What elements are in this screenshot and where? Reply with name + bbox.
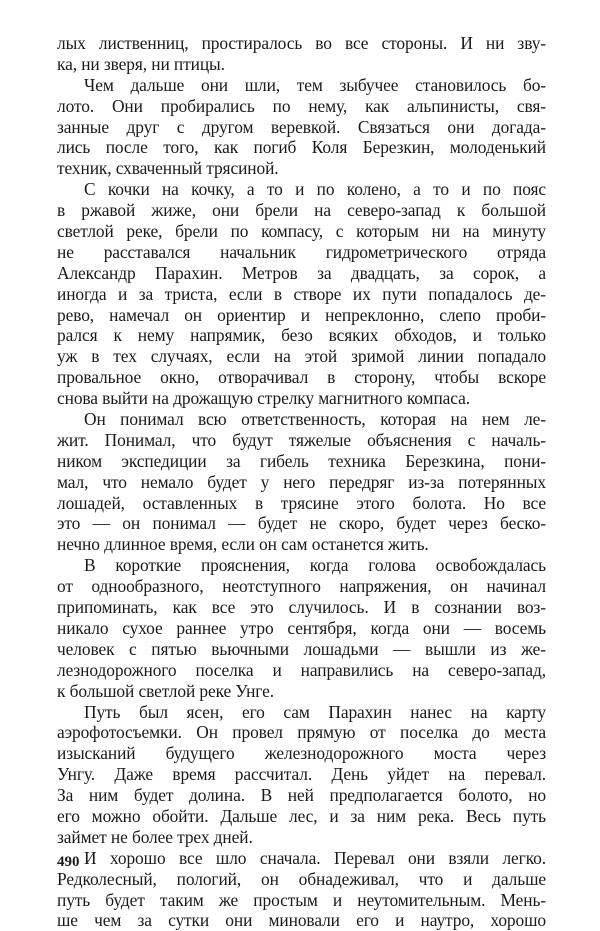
text-line: лото. Они пробирались по нему, как альпинисты, свя- [57, 95, 546, 116]
text-line: лых лиственниц, простиралось во все стороны. И ни зву- [57, 33, 546, 53]
text-line: не расставался начальник гидрометрического отряда [57, 241, 546, 262]
text-line: ка, ни зверя, ни птицы. [57, 53, 225, 74]
text-line: займет не более трех дней. [57, 826, 253, 847]
text-line: лошадей, оставленных в трясине этого болота. Но все [57, 492, 546, 513]
text-line: в ржавой жиже, они брели на северо-запад к большой [57, 200, 546, 221]
text-line: никало сухое раннее утро сентября, когда они — восемь [57, 617, 546, 638]
text-line: иногда и за триста, если в створе их пути попадалось де- [57, 283, 546, 304]
paragraph [57, 702, 546, 848]
text-line: техник, схваченный трясиной. [57, 158, 279, 179]
text-line: аэрофотосъемки. Он провел прямую от поселка до места [57, 722, 546, 743]
text-line: к большой светлой реке Унге. [57, 680, 274, 701]
text-line: ником экспедиции за гибель техника Березкина, пони- [57, 450, 546, 471]
paragraph [57, 848, 546, 931]
text-line: это — он понимал — будет не скоро, будет через беско- [57, 513, 546, 534]
paragraph [57, 555, 546, 701]
text-line: изысканий будущего железнодорожного моста через [57, 743, 546, 764]
text-line: от однообразного, неотступного напряжения, он начинал [57, 576, 546, 597]
text-line: светлой реке, брели по компасу, с которым ни на минуту [57, 221, 546, 242]
paragraph [57, 75, 546, 179]
text-line: Унгу. Даже время рассчитал. День уйдет на перевал. [57, 764, 546, 785]
text-line: провальное окно, отворачивал в сторону, чтобы вскоре [57, 367, 546, 388]
text-line: В короткие прояснения, когда голова освобождалась [84, 555, 546, 576]
paragraph [57, 33, 546, 75]
text-line: Чем дальше они шли, тем зыбучее становилось бо- [84, 74, 546, 95]
paragraph [57, 409, 546, 555]
text-line: его можно обойти. Дальше лес, и за ним река. Весь путь [57, 805, 546, 826]
text-line: путь будет таким же простым и неутомительным. Мень- [57, 889, 546, 910]
page-number: 490 [57, 854, 80, 870]
text-line: нечно длинное время, если он сам останется жить. [57, 534, 429, 555]
page-body [57, 33, 546, 931]
text-line: человек с пятью вьючными лошадьми — вышли из же- [57, 638, 546, 659]
text-line: жит. Понимал, что будут тяжелые объяснения с началь- [57, 429, 546, 450]
text-line: занные друг с другом веревкой. Связаться они догада- [57, 116, 546, 137]
text-line: Александр Парахин. Метров за двадцать, за сорок, а [57, 262, 546, 283]
text-line: Путь был ясен, его сам Парахин нанес на карту [84, 701, 546, 722]
paragraph [57, 179, 546, 409]
text-line: уж в тех случаях, если на этой зримой линии попадало [57, 346, 546, 367]
text-line: рался к нему напрямик, безо всяких обходов, и только [57, 325, 546, 346]
text-line: мал, что немало будет у него передряг из-за потерянных [57, 471, 546, 492]
text-line: рево, намечал он ориентир и непреклонно, слепо проби- [57, 304, 546, 325]
text-line: И хорошо все шло сначала. Перевал они взяли легко. [84, 847, 546, 868]
text-line: Редколесный, пологий, он обнадеживал, что и дальше [57, 868, 546, 889]
text-line: За ним будет долина. В ней предполагается болото, но [57, 785, 546, 806]
text-line: лезнодорожного поселка и направились на северо-запад, [57, 659, 546, 680]
text-line: Он понимал всю ответственность, которая на нем ле- [84, 409, 546, 430]
text-line: снова выйти на дрожащую стрелку магнитного компаса. [57, 388, 470, 409]
text-line: припоминать, как все это случилось. И в сознании воз- [57, 597, 546, 618]
text-line: лись после того, как погиб Коля Березкин, молоденький [57, 137, 546, 158]
text-line: С кочки на кочку, а то и по колено, а то и по пояс [84, 179, 546, 200]
text-line: ше чем за сутки они миновали его и наутро, хорошо [57, 910, 546, 931]
